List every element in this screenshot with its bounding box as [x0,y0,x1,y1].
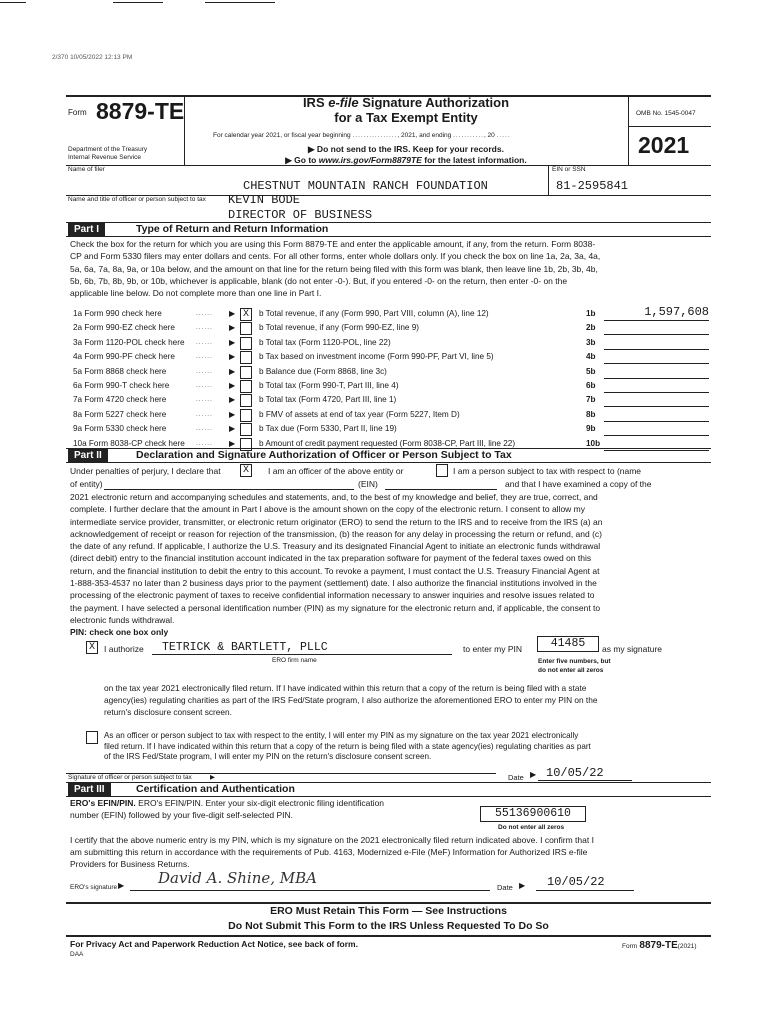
amount-field-line [604,421,709,422]
row-arrow: ▶ [229,439,236,448]
part3-label: Part III [68,783,111,796]
form-check-label: 2a Form 990-EZ check here [73,323,175,332]
daa-mark: DAA [70,951,84,958]
form-check-label: 5a Form 8868 check here [73,367,167,376]
form-checkbox[interactable] [240,351,252,364]
officer-enter-pin-checkbox[interactable] [86,731,98,744]
row-arrow: ▶ [229,381,236,390]
line-number: 5b [586,367,596,376]
row-arrow: ▶ [229,410,236,419]
officer-option-text: I am an officer of the above entity or [268,466,404,476]
do-not-send: ▶ Do not send to the IRS. Keep for your records. [308,144,504,154]
ero-signature-label: ERO's signature [70,884,118,891]
not-all-zeros: do not enter all zeros [538,667,604,674]
efin-note: Do not enter all zeros [498,824,565,831]
amount-field-line [604,406,709,407]
amount-line-label: b Total tax (Form 1120-POL, line 22) [259,338,391,347]
amount-field-line [604,450,709,451]
amount-field-line [604,320,709,321]
pin-header: PIN: check one box only [70,627,169,637]
ein-value: 81-2595841 [556,179,629,193]
form-check-label: 3a Form 1120-POL check here [73,338,185,347]
form-checkbox[interactable]: X [240,308,252,321]
row-arrow: ▶ [229,323,236,332]
as-my-signature: as my signature [602,644,662,654]
form-checkbox[interactable] [240,366,252,379]
ero-signature: David A. Shine, MBA [158,869,318,887]
line-number: 1b [586,309,596,318]
form-subtitle: for a Tax Exempt Entity [334,110,478,125]
form-check-label: 7a Form 4720 check here [73,395,167,404]
person-option-text: I am a person subject to tax with respect to (name [453,466,642,476]
amount-field-line [604,363,709,364]
form-checkbox[interactable] [240,409,252,422]
omb-number: OMB No. 1545-0047 [636,110,696,117]
amount-line-label: b Total tax (Form 4720, Part III, line 1) [259,395,397,404]
officer-label: Name and title of officer or person subject to tax [68,196,206,203]
tax-year: 2021 [638,132,690,158]
under-penalties: Under penalties of perjury, I declare that [70,466,221,476]
to-enter-pin: to enter my PIN [463,644,523,654]
form-check-label: 4a Form 990-PF check here [73,352,175,361]
amount-line-label: b Total tax (Form 990-T, Part III, line 4) [259,381,399,390]
goto-line: ▶ Go to www.irs.gov/Form8879TE for the latest information. [285,155,527,165]
amount-field-line [604,378,709,379]
row-arrow: ▶ [229,395,236,404]
ein-paren: (EIN) [358,479,378,489]
efin-line-1: ERO's EFIN/PIN. ERO's EFIN/PIN. Enter your six-digit electronic filing identification [70,798,385,808]
line-number: 7b [586,395,596,404]
form-check-label: 9a Form 5330 check here [73,424,167,433]
ero-efin-pin[interactable]: 55136900610 [480,806,586,822]
line-number: 4b [586,352,596,361]
officer-pin-text: As an officer or person subject to tax with respect to the entity, I will enter my PIN as my signature on the tax year 2021 electronically filed return. If I have indicated within this return that a copy of the return is being filed with a state agency(ies) regulating charities as part of the IRS Fed/State program, I will enter my PIN on the return's disclosure consent screen. [104,731,591,761]
amount-line-label: b Balance due (Form 8868, line 3c) [259,367,387,376]
name-of-filer-label: Name of filer [68,166,105,173]
form-check-label: 8a Form 5227 check here [73,410,167,419]
person-checkbox[interactable] [436,464,448,477]
amount-value[interactable]: 1,597,608 [644,305,709,319]
officer-checkbox[interactable]: X [240,464,252,477]
of-entity: of entity) [70,479,103,489]
enter-five-numbers: Enter five numbers, but [538,658,611,665]
leader-dots: ...... [196,411,213,418]
line-number: 8b [586,410,596,419]
filer-name: CHESTNUT MOUNTAIN RANCH FOUNDATION [243,179,488,193]
officer-date: 10/05/22 [546,766,604,780]
form-word: Form [68,108,87,117]
officer-name: KEVIN BODE [228,193,301,207]
form-checkbox[interactable] [240,423,252,436]
privacy-notice: For Privacy Act and Paperwork Reduction Act Notice, see back of form. [70,939,358,949]
ero-firm-name: TETRICK & BARTLETT, PLLC [162,641,328,654]
authorize-ero-checkbox[interactable]: X [86,641,98,654]
part1-title: Type of Return and Return Information [136,223,329,235]
leader-dots: ...... [196,339,213,346]
leader-dots: ...... [196,440,213,447]
footer-form-id: Form 8879-TE(2021) [622,940,697,951]
form-number: 8879-TE [96,98,185,124]
efin-line-2: number (EFIN) followed by your five-digit self-selected PIN. [70,810,293,820]
line-number: 6b [586,381,596,390]
amount-line-label: b Total revenue, if any (Form 990, Part VIII, column (A), line 12) [259,309,489,318]
retain-notice: ERO Must Retain This Form — See Instructions [270,905,507,917]
date-arrow: ▶ [530,770,537,779]
leader-dots: ...... [196,310,213,317]
do-not-submit-notice: Do Not Submit This Form to the IRS Unless Requested To Do So [228,920,549,932]
amount-field-line [604,392,709,393]
part1-label: Part I [68,223,105,236]
row-arrow: ▶ [229,352,236,361]
amount-field-line [604,334,709,335]
row-arrow: ▶ [229,424,236,433]
part2-label: Part II [68,449,108,462]
leader-dots: ...... [196,368,213,375]
ero-date: 10/05/22 [547,875,605,889]
line-number: 3b [586,338,596,347]
amount-field-line [604,435,709,436]
leader-dots: ...... [196,324,213,331]
fiscal-year-line: For calendar year 2021, or fiscal year beginning ................, 2021, and ending ..........., 20 ..... [213,132,511,139]
taxpayer-pin[interactable]: 41485 [537,636,599,652]
form-check-label: 10a Form 8038-CP check here [73,439,185,448]
certification-text: I certify that the above numeric entry is my PIN, which is my signature on the 2021 electronically filed return indicated above. I confirm that I am submitting this return in accordance with the requirements of Pub. 4163, Modernized e-File (MeF) Information for Authorized IRS e-file Providers for Business Returns. [70,835,594,869]
dept-treasury: Department of the Treasury [68,146,148,153]
amount-line-label: b Total revenue, if any (Form 990-EZ, line 9) [259,323,420,332]
signature-label: Signature of officer or person subject to tax [68,774,192,781]
ero-sig-arrow: ▶ [118,881,125,890]
ein-label: EIN or SSN [552,166,586,173]
sig-arrow: ▶ [210,774,215,781]
ero-date-label: Date [497,883,513,892]
line-number: 9b [586,424,596,433]
part3-title: Certification and Authentication [136,783,295,795]
date-label: Date [508,773,524,782]
officer-title: DIRECTOR OF BUSINESS [228,208,373,222]
ero-firm-label: ERO firm name [272,657,317,664]
amount-line-label: b Tax due (Form 5330, Part II, line 19) [259,424,397,433]
part1-instructions: Check the box for the return for which you are using this Form 8879-TE and enter the applicable amount, if any, from the return. Form 8038- CP and Form 5330 filers may enter dollars and cents. For all other forms, enter whole dollars only. If you check the box on line 1a, 2a, 3a, 4a, 5a, 6a, 7a, 8a, 9a, or 10a below, and the amount on that line for the return being filed with this form was blank, then leave line 1b, 2b, 3b, 4b, 5b, 6b, 7b, 8b, 9b, or 10b, whichever is applicable, blank (do not enter -0-). But, if you entered -0- on the return, then enter -0- on the applicable line below. Do not complete more than one line in Part I. [70,239,601,299]
ero-authorization-text: on the tax year 2021 electronically filed return. If I have indicated within this return that a copy of the return is being filed with a state agency(ies) regulating charities as part of the IRS Fed/State program, I also authorize the aforementioned ERO to enter my PIN on the return's disclosure consent screen. [104,683,598,717]
leader-dots: ...... [196,396,213,403]
ero-date-arrow: ▶ [519,881,526,890]
amount-line-label: b Tax based on investment income (Form 990-PF, Part VI, line 5) [259,352,494,361]
fax-header: 2/370 10/05/2022 12:13 PM [52,54,133,61]
line-number: 10b [586,439,601,448]
amount-field-line [604,349,709,350]
row-arrow: ▶ [229,338,236,347]
amount-line-label: b Amount of credit payment requested (Form 8038-CP, Part III, line 22) [259,439,516,448]
amount-line-label: b FMV of assets at end of tax year (Form 5227, Item D) [259,410,460,419]
form-checkbox[interactable] [240,380,252,393]
row-arrow: ▶ [229,367,236,376]
form-title: IRS e-file Signature Authorization [302,95,510,110]
form-checkbox[interactable] [240,322,252,335]
i-authorize: I authorize [104,644,144,654]
part2-title: Declaration and Signature Authorization of Officer or Person Subject to Tax [136,449,512,461]
and-that: and that I have examined a copy of the [505,479,652,489]
form-checkbox[interactable] [240,394,252,407]
form-checkbox[interactable] [240,337,252,350]
form-check-label: 1a Form 990 check here [73,309,162,318]
row-arrow: ▶ [229,309,236,318]
leader-dots: ...... [196,353,213,360]
leader-dots: ...... [196,425,213,432]
declaration-text: 2021 electronic return and accompanying schedules and statements, and, to the best of my knowledge and belief, they are true, correct, and complete. I further declare that the amount in Part I above is the amount shown on the copy of the electronic return. I consent to allow my intermediate service provider, transmitter, or electronic return originator (ERO) to send the return to the IRS and to receive from the IRS (a) an acknowledgement of receipt or reason for rejection of the transmission, (b) the reason for any delay in processing the return or refund, and (c) the date of any refund. If applicable, I authorize the U.S. Treasury and its designated Financial Agent to initiate an electronic funds withdrawal (direct debit) entry to the financial institution account indicated in the tax preparation software for payment of the federal taxes owed on this return, and the financial institution to debit the entry to this account. To revoke a payment, I must contact the U.S. Treasury Financial Agent at 1-888-353-4537 no later than 2 business days prior to the payment (settlement) date. I also authorize the financial institutions involved in the processing of the electronic payment of taxes to receive confidential information necessary to answer inquiries and resolve issues related to the payment. I have selected a personal identification number (PIN) as my signature for the electronic return and, if applicable, the consent to electronic funds withdrawal. [70,492,603,625]
leader-dots: ...... [196,382,213,389]
dept-irs: Internal Revenue Service [68,154,141,161]
line-number: 2b [586,323,596,332]
form-check-label: 6a Form 990-T check here [73,381,170,390]
